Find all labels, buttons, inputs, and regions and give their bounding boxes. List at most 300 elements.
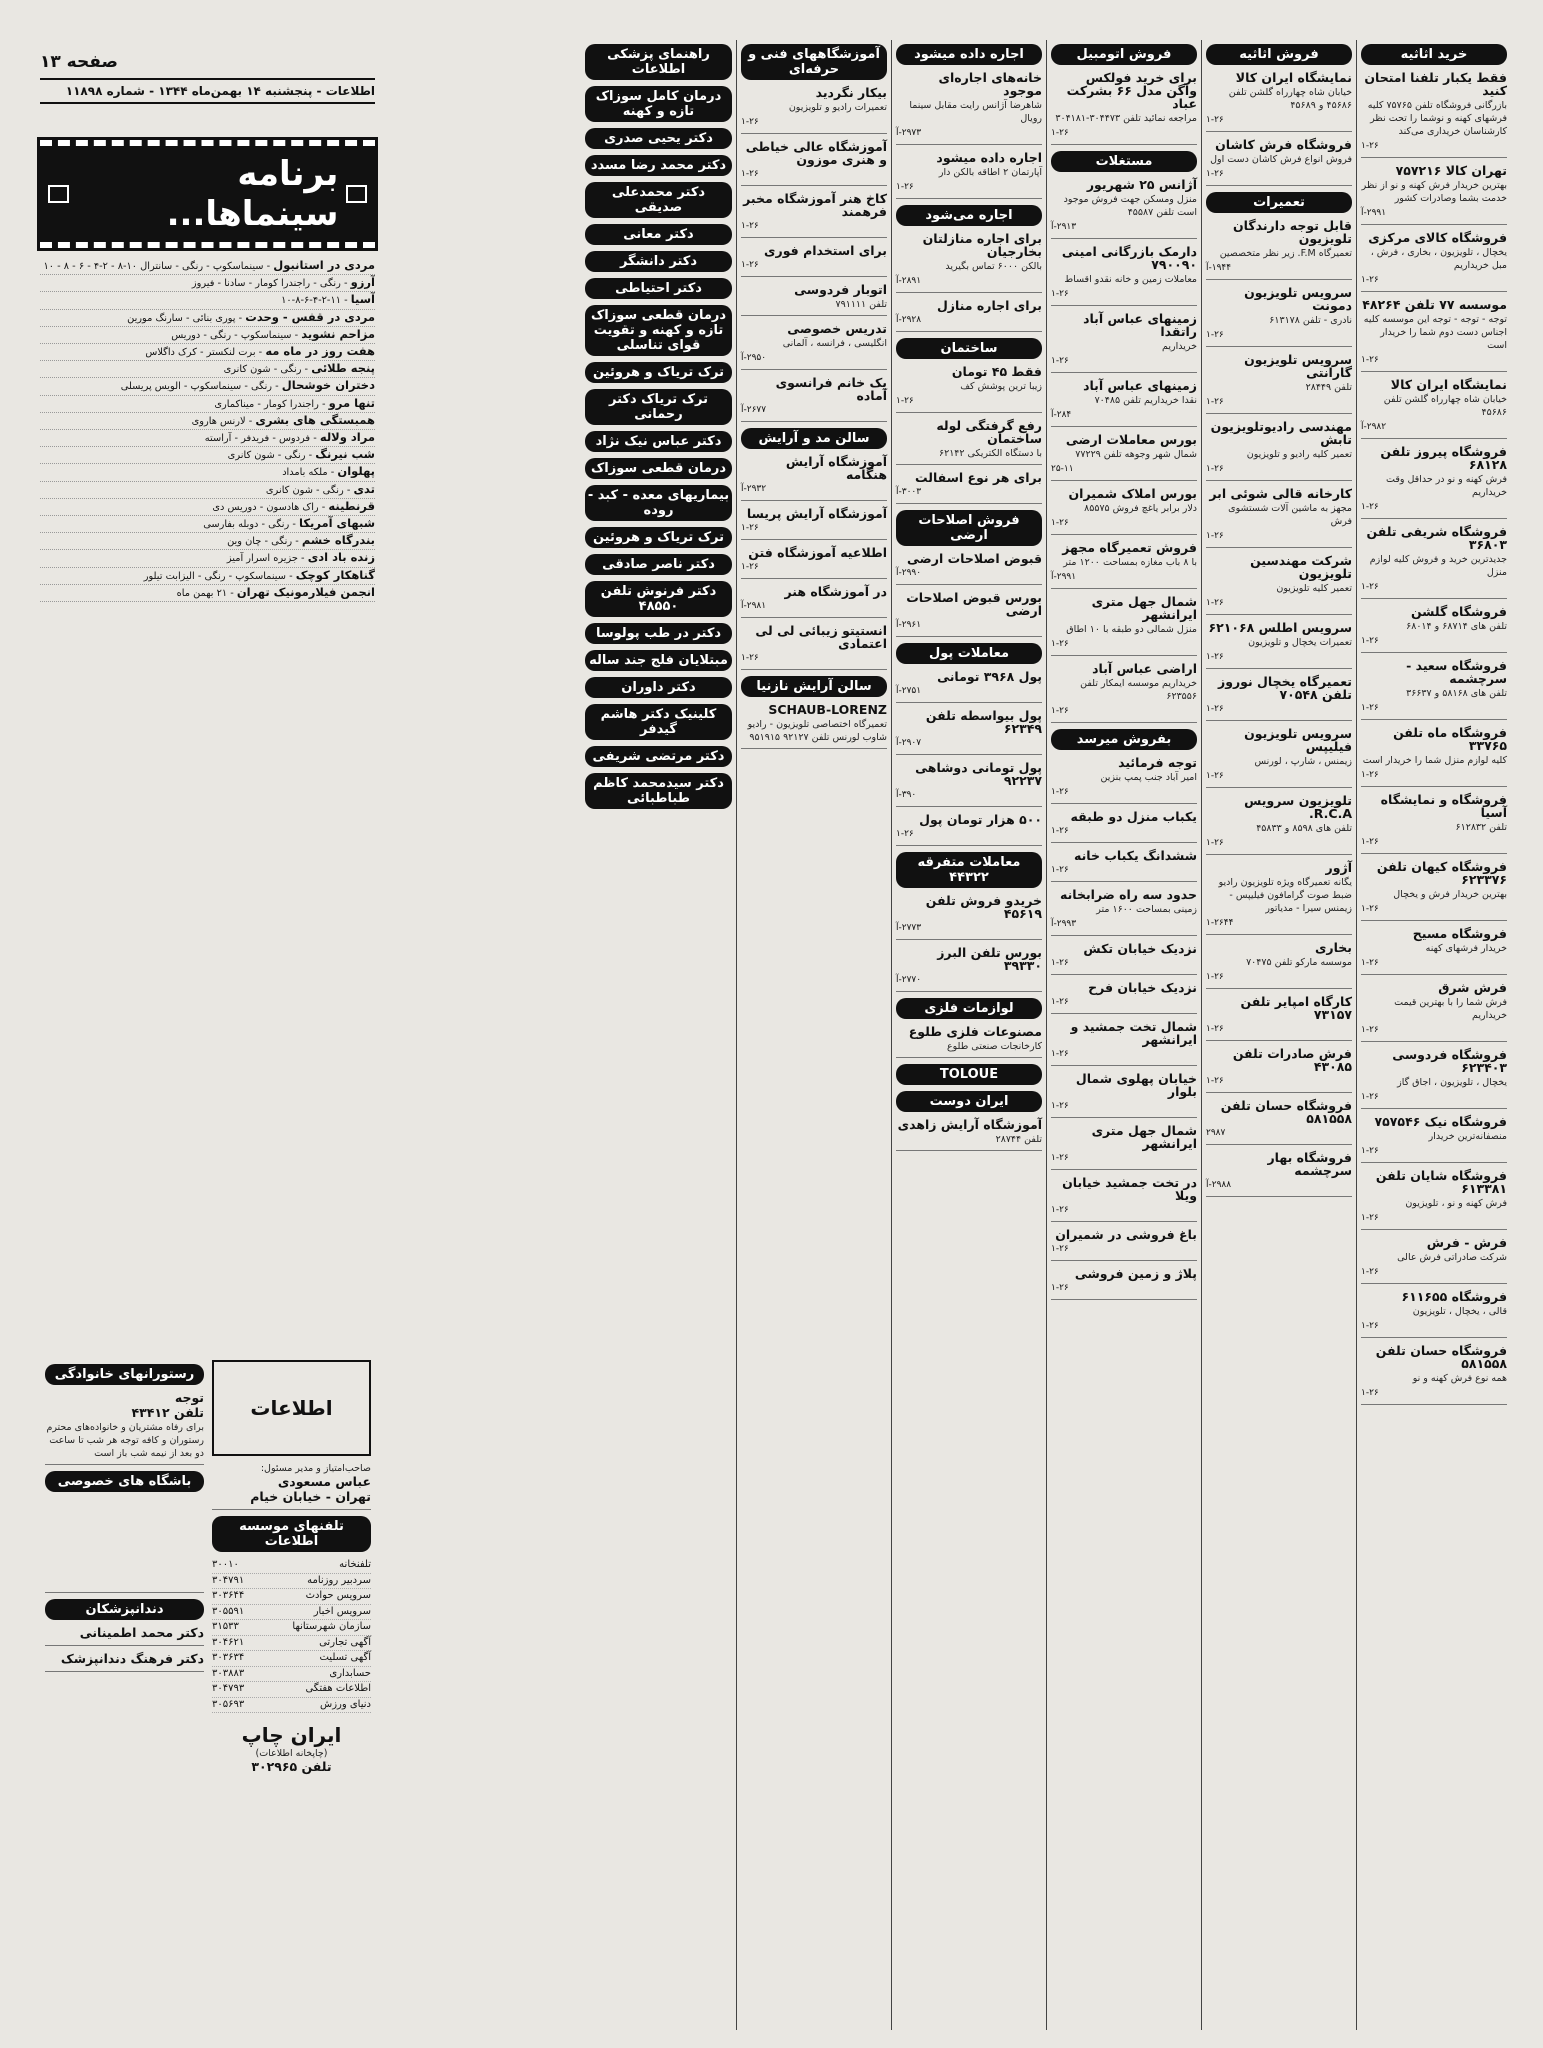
ad-code: ۱-۲۶	[1361, 703, 1379, 713]
ad-title: فروش تعمیرگاه مجهز	[1062, 540, 1197, 555]
section-header: ترک تریاک و هروئین	[585, 527, 732, 548]
classified-ad	[1051, 1124, 1197, 1170]
cinema-info: ملکه بامداد	[282, 467, 328, 479]
cinema-name: مزاحم نشوید	[301, 326, 375, 341]
phone-number: ۳۱۵۳۳	[212, 1621, 239, 1632]
cinema-row: مردی در استانبول - سینماسکوپ - رنگی - سانترال ۱۰-۸ - ۲-۴ - ۶ - ۸ - ۱۰	[40, 258, 375, 275]
cinema-info: رنگی - چان وین	[227, 536, 293, 548]
cinema-row: هفت روز در ماه مه - برت لنکستر - کرک داگلاس	[40, 344, 375, 361]
ad-title: کارخانه قالی شوئی ابر	[1209, 486, 1352, 501]
section-header: TOLOUE	[896, 1064, 1042, 1085]
cinema-info: جزیره اسرار آمیز	[226, 553, 298, 565]
section-header: ترک تریاک و هروئین	[585, 362, 732, 383]
ad-title: شرکت مهندسین تلویزیون	[1250, 553, 1352, 581]
ad-title: تلویزیون سرویس R.C.A.	[1244, 793, 1352, 821]
ad-title: اجاره داده میشود	[936, 150, 1042, 165]
ad-body: شرکت صادراتی فرش عالی	[1397, 1252, 1507, 1263]
classified-ad	[741, 507, 887, 540]
ad-code: ۲۷۷۳-آ	[896, 923, 922, 933]
classified-ad	[1051, 379, 1197, 427]
classified-column	[736, 40, 891, 2030]
phone-row	[212, 1589, 371, 1605]
ad-body: بهترین خریدار فرش و یخچال	[1393, 889, 1507, 900]
section-header: کلینیک دکتر هاشم گیدفر	[585, 704, 732, 740]
section-header: درمان قطعی سوزاک	[585, 458, 732, 479]
ad-body: کارخانجات صنعتی طلوع	[946, 1041, 1042, 1052]
cinema-name: آسیا	[350, 292, 375, 307]
classified-column	[1356, 40, 1511, 2030]
ad-body: تلفن های ۸۵۹۸ و ۴۵۸۳۳	[1256, 823, 1352, 834]
ad-body: تلفن ۲۸۴۴۹	[1305, 382, 1352, 393]
section-header: بفروش میرسد	[1051, 729, 1197, 750]
section-header: درمان کامل سوزاک تازه و کهنه	[585, 86, 732, 122]
ad-code: ۲۹۷۳-آ	[896, 128, 922, 138]
classified-ad	[1361, 793, 1507, 854]
section-header: معاملات پول	[896, 643, 1042, 664]
classified-ad	[741, 283, 887, 316]
restaurant-phone: تلفن ۴۳۴۱۲	[131, 1405, 204, 1420]
ad-body: تعمیرگاه F.M. زیر نظر متخصصین	[1219, 248, 1352, 259]
ad-title: رفع گرفتگی لوله ساختمان	[936, 418, 1042, 446]
ad-body: تعمیر کلیه تلویزیون	[1276, 583, 1352, 594]
cinema-row: شبهای آمریکا - رنگی - دوبله بفارسی	[40, 516, 375, 533]
print-phone: تلفن ۳۰۲۹۶۵	[251, 1759, 332, 1774]
cinema-banner	[40, 140, 375, 248]
ad-title: بیکار نگردید	[815, 85, 887, 100]
phone-list	[212, 1558, 371, 1713]
classified-ad	[741, 585, 887, 618]
ad-title: تعمیرگاه یخچال نوروز تلفن ۷۰۵۴۸	[1218, 674, 1352, 702]
ad-body: منزل شمالی دو طبقه با ۱۰ اطاق	[1066, 624, 1197, 635]
ad-body: خریداریم موسسه ایمکار تلفن ۶۲۳۵۵۶	[1080, 678, 1197, 702]
ad-title: خانه‌های اجاره‌ای موجود	[938, 70, 1042, 98]
classified-ad	[741, 455, 887, 501]
classified-ad	[1361, 981, 1507, 1042]
ad-body: امیر آباد جنب پمپ بنزین	[1100, 772, 1197, 783]
classified-ad	[1051, 595, 1197, 656]
ad-body: تعمیرگاه اختصاصی تلویزیون - رادیو شاوب لورنس تلفن ۹۲۱۲۷ ۹۵۱۹۱۵	[747, 719, 887, 743]
cinema-row: گناهکار کوچک - سینماسکوپ - رنگی - الیزابت تیلور	[40, 568, 375, 585]
ad-title: فقط یکبار تلفنا امتحان کنید	[1364, 70, 1507, 98]
ad-title: اطلاعیه آموزشگاه فتن	[748, 545, 887, 560]
ad-code: ۱-۲۶	[1206, 330, 1224, 340]
ad-title: ششدانگ یکباب خانه	[1073, 848, 1197, 863]
ad-body: آپارتمان ۲ اطاقه بالکن دار	[938, 167, 1042, 178]
ad-title: بخاری	[1314, 940, 1352, 955]
ad-title: مهندسی رادیوتلویزیون تابش	[1210, 419, 1352, 447]
cinema-row: انجمن فیلارمونیک تهران - ۲۱ بهمن ماه	[40, 585, 375, 602]
ad-title: فروشگاه گلشن	[1410, 604, 1507, 619]
ad-body: زمینی بمساحت ۱۶۰۰ متر	[1096, 904, 1197, 915]
ad-code: ۱-۲۶	[1051, 518, 1069, 528]
phone-label: سردبیر روزنامه	[307, 1574, 371, 1586]
ad-code: ۲۹۹۳-آ	[1051, 919, 1077, 929]
ad-code: ۱-۲۶	[1051, 826, 1069, 836]
classified-column	[1201, 40, 1356, 2030]
cinema-banner-text: برنامه سینماها...	[166, 154, 339, 234]
ad-code: ۲۹۱۳-آ	[1051, 222, 1077, 232]
section-header: دکتر فرنوش تلفن ۴۸۵۵۰	[585, 581, 732, 617]
section-header: سالن آرایش نازنیا	[741, 676, 887, 697]
ad-title: سرویس اطلس ۶۲۱۰۶۸	[1208, 620, 1352, 635]
ad-code: ۱-۲۶	[1206, 1024, 1224, 1034]
ad-code: ۱-۲۶	[1361, 1092, 1379, 1102]
ad-title: فروشگاه کالای مرکزی	[1368, 230, 1507, 245]
classified-ad	[1051, 1267, 1197, 1300]
ad-body: تلفن های ۵۸۱۶۸ و ۳۶۶۳۷	[1406, 688, 1507, 699]
cinema-row: پنجه طلائی - رنگی - شون کانری	[40, 361, 375, 378]
ad-code: ۱-۲۶	[741, 653, 759, 663]
ad-body: نادری - تلفن ۶۱۳۱۷۸	[1269, 315, 1352, 326]
ad-code: ۱-۲۶	[896, 829, 914, 839]
cinema-row: پهلوان - ملکه بامداد	[40, 464, 375, 481]
ad-title: بورس املاک شمیران	[1068, 486, 1197, 501]
classified-ad	[896, 946, 1042, 992]
classified-ad	[1051, 178, 1197, 239]
classified-ad	[1361, 164, 1507, 225]
ad-code: ۱-۲۶	[1206, 771, 1224, 781]
ad-code: ۱-۲۶	[1361, 837, 1379, 847]
ad-title: برای اجاره منازلتان بخارجیان	[922, 231, 1042, 259]
cinema-row: زنده باد ادی - جزیره اسرار آمیز	[40, 550, 375, 567]
ad-title: دارمک بازرگانی امینی ۷۹۰۰۹۰	[1061, 244, 1197, 272]
column-header: فروش اثاثیه	[1206, 44, 1352, 65]
cinema-info: رنگی - شون کانری	[227, 450, 306, 462]
clubs-title: باشگاه های خصوصی	[45, 1471, 204, 1492]
ad-body: خریداریم	[1162, 341, 1197, 352]
ad-body: مراجعه نمائید تلفن ۳۰۴۴۷۳-۳۰۴۱۸۱	[1055, 113, 1197, 124]
ad-code: ۱-۲۶	[1361, 582, 1379, 592]
cinema-info: رنگی - راجندرا کومار - سادنا - فیروز	[191, 278, 341, 290]
classified-ad	[1206, 1047, 1352, 1093]
ad-body: با ۸ باب مغازه بمساحت ۱۲۰۰ متر	[1063, 557, 1197, 568]
classified-ad	[741, 86, 887, 134]
ad-title: زمینهای عباس آباد راتقدا	[1083, 311, 1197, 339]
ad-code: ۱-۲۶	[1206, 972, 1224, 982]
ad-code: ۱-۲۶	[896, 182, 914, 192]
ad-title: فروشگاه شریفی تلفن ۳۶۸۰۳	[1366, 524, 1507, 552]
classified-ad	[1051, 245, 1197, 306]
phone-label: تلفنخانه	[339, 1559, 371, 1570]
phone-row	[212, 1605, 371, 1621]
print-name: ایران چاپ	[241, 1723, 342, 1747]
ad-title: نزدیک خیابان تکش	[1083, 941, 1197, 956]
classified-ad	[1206, 727, 1352, 788]
ad-title: برای اجاره منازل	[936, 298, 1042, 313]
classified-ad	[896, 299, 1042, 332]
ad-code: ۱-۲۶	[1206, 598, 1224, 608]
cinema-row: همبستگی های بشری - لارنس هاروی	[40, 413, 375, 430]
restaurant-name: توجه	[174, 1390, 204, 1405]
ad-body: بازرگانی فروشگاه تلفن ۷۵۷۶۵ کلیه فرشهای کهنه و نوشما را تحت نظر کارشناسان خریداری می‌کند	[1367, 100, 1507, 137]
ad-code: ۱-۲۶	[1361, 958, 1379, 968]
cinema-info: ۲۱ بهمن ماه	[176, 587, 228, 599]
ad-title: پول ۳۹۶۸ تومانی	[937, 669, 1042, 684]
phone-number: ۳۰۳۶۴۴	[212, 1590, 245, 1601]
classified-ad	[1361, 231, 1507, 292]
cinema-row: مراد ولاله - فردوس - فریدفر - آراسته	[40, 430, 375, 447]
ad-title: کاخ هنر آموزشگاه مخبر فرهمند	[743, 191, 887, 219]
phone-number: ۳۰۰۱۰	[212, 1559, 239, 1570]
owner-block	[212, 1462, 371, 1510]
section-header: دکتر مرتضی شریفی	[585, 746, 732, 767]
dentist-name: دکتر محمد اطمینانی	[79, 1625, 204, 1640]
classified-ad	[1051, 433, 1197, 481]
ad-code: ۱-۲۶	[1051, 639, 1069, 649]
ad-code: ۱-۲۶	[1206, 115, 1224, 125]
address: تهران - خیابان خیام	[250, 1489, 371, 1504]
ad-title: پول تومانی دوشاهی ۹۲۲۳۷	[915, 760, 1042, 788]
ad-code: ۱-۲۶	[1206, 838, 1224, 848]
cinema-section	[40, 140, 375, 602]
ad-code: ۱-۲۶۴۴	[1206, 918, 1234, 928]
phone-label: سازمان شهرستانها	[292, 1621, 371, 1632]
ad-body: خیابان شاه چهارراه گلشن تلفن ۴۵۶۸۶	[1383, 394, 1507, 418]
ad-title: بورس قبوض اصلاحات ارضی	[906, 590, 1042, 618]
ad-body: تلفن های ۶۸۷۱۴ و ۶۸۰۱۴	[1406, 621, 1507, 632]
ad-title: فروشگاه فردوسی ۶۲۳۴۰۳	[1392, 1047, 1507, 1075]
section-header: ایران دوست	[896, 1091, 1042, 1112]
ad-code: ۱-۲۶	[1361, 275, 1379, 285]
phone-number: ۳۰۴۶۲۱	[212, 1636, 245, 1648]
classified-ad	[1361, 1236, 1507, 1284]
ad-body: دلار برابر یاغچ فروش ۸۵۵۷۵	[1084, 503, 1197, 514]
cinema-name: پهلوان	[337, 464, 375, 479]
print-sub: (چاپخانه اطلاعات)	[255, 1748, 328, 1759]
classified-ad	[1361, 605, 1507, 653]
phones-title: تلفنهای موسسه اطلاعات	[212, 1516, 371, 1552]
cinema-name: قرنطینه	[328, 498, 375, 513]
ad-title: شمال تخت جمشید و ایرانشهر	[1070, 1019, 1197, 1047]
ad-title: قابل توجه دارندگان تلویزیون	[1233, 218, 1352, 246]
cinema-info: رنگی - دوبله بفارسی	[203, 519, 290, 531]
ad-title: نمایشگاه ایران کالا	[1235, 70, 1352, 85]
classified-ad	[741, 703, 887, 749]
classified-ad	[1206, 675, 1352, 721]
phone-row	[212, 1574, 371, 1590]
ad-code: ۱-۲۶	[1051, 1153, 1069, 1163]
restaurant-ad	[45, 1391, 204, 1465]
ad-body: فرش شما را با بهترین قیمت خریداریم	[1394, 997, 1507, 1021]
classified-ad	[741, 192, 887, 238]
ad-title: فرش شرق	[1438, 980, 1507, 995]
classified-ad	[896, 591, 1042, 637]
ad-body: توجه - توجه - توجه این موسسه کلیه اجناس دست دوم شما را خریدار است	[1363, 314, 1507, 351]
ad-code: ۱-۲۶	[741, 169, 759, 179]
cinema-name: مراد ولاله	[319, 430, 375, 445]
section-header: دکتر محمد رضا مسدد	[585, 155, 732, 176]
phone-row	[212, 1682, 371, 1698]
classified-ad	[1206, 995, 1352, 1041]
classified-ad	[1051, 1072, 1197, 1118]
classified-ad	[1361, 1344, 1507, 1405]
cinema-info: رنگی - شون کانری	[223, 364, 302, 376]
ad-title: آژانس ۲۵ شهریور	[1086, 177, 1197, 192]
ad-code: ۲۹۳۲-آ	[741, 484, 767, 494]
ad-code: ۱-۲۶	[1051, 706, 1069, 716]
classified-ad	[741, 140, 887, 186]
ad-body: منزل ومسکن جهت فروش موجود است تلفن ۴۵۵۸۷	[1063, 194, 1197, 218]
classified-ad	[1361, 1290, 1507, 1338]
ad-title: فروشگاه کیهان تلفن ۶۲۳۳۷۶	[1376, 859, 1507, 887]
ad-code: ۱-۲۶	[1206, 464, 1224, 474]
ad-body: همه نوع فرش کهنه و نو	[1412, 1373, 1507, 1384]
phone-label: آگهی تسلیت	[319, 1652, 371, 1663]
phone-number: ۳۰۵۶۹۳	[212, 1698, 245, 1710]
page-number: صفحه ۱۳	[40, 52, 118, 72]
classified-ad	[896, 71, 1042, 145]
classified-ad	[1206, 71, 1352, 132]
classified-ad	[1361, 71, 1507, 158]
ad-code: ۱-۲۶	[1051, 997, 1069, 1007]
ad-code: ۱-۲۶	[741, 117, 759, 127]
classified-column	[1046, 40, 1201, 2030]
ad-title: آژور	[1325, 860, 1352, 875]
cinema-row: قرنطینه - راک هادسون - دوریس دی	[40, 499, 375, 516]
phone-label: حسابداری	[329, 1667, 371, 1679]
column-header: فروش اتومبیل	[1051, 44, 1197, 65]
ad-code: ۲۶۷۷-آ	[741, 405, 767, 415]
ad-title: اراضی عباس آباد	[1092, 661, 1197, 676]
ad-code: ۲۹۲۸-آ	[896, 315, 922, 325]
classified-column	[581, 40, 736, 2030]
cinema-row: دختران خوشحال - رنگی - سینماسکوپ - الویس پریسلی	[40, 378, 375, 395]
classified-ad	[1051, 312, 1197, 373]
cinema-info: راجندرا کومار - میناکماری	[214, 398, 319, 410]
classified-ad	[1051, 541, 1197, 589]
ad-code: ۲۹۹۱-آ	[1361, 208, 1387, 218]
ad-title: انستیتو زیبائی لی لی اعتمادی	[755, 623, 887, 651]
ad-body: انگلیسی ، فرانسه ، آلمانی	[782, 338, 887, 349]
section-header: ترک تریاک دکتر رحمانی	[585, 389, 732, 425]
phone-row	[212, 1636, 371, 1652]
dentists-title: دندانپزشکان	[45, 1599, 204, 1620]
classified-ad	[1051, 1228, 1197, 1261]
ad-title: شمال جهل متری ایرانشهر	[1091, 594, 1197, 622]
classified-ad	[896, 670, 1042, 703]
ad-body: تعمیر کلیه رادیو و تلویزیون	[1246, 449, 1352, 460]
ad-body: تلفن ۶۱۲۸۳۲	[1455, 822, 1507, 833]
section-header: درمان قطعی سوزاک تازه و کهنه و تقویت قوای تناسلی	[585, 305, 732, 356]
cinema-name: مردی در استانبول	[273, 258, 375, 272]
ad-title: زمینهای عباس آباد	[1083, 378, 1197, 393]
ad-title: اتوبار فردوسی	[794, 282, 887, 297]
cinema-name: تدی	[353, 481, 375, 496]
ad-title: مصنوعات فلزی طلوع	[908, 1024, 1042, 1039]
cinema-info: سینماسکوپ - رنگی - دوریس	[171, 329, 292, 341]
classified-ad	[1361, 860, 1507, 921]
ad-code: ۱-۲۶	[1051, 289, 1069, 299]
ad-code: ۱-۲۶	[1361, 1388, 1379, 1398]
ad-body: یخچال ، تلویزیون ، اجاق گاز	[1397, 1077, 1507, 1088]
ad-title: یکباب منزل دو طبقه	[1070, 809, 1197, 824]
ad-title: فرش - فرش	[1426, 1235, 1507, 1250]
cinema-info: فردوس - فریدفر - آراسته	[204, 433, 311, 445]
classified-ad	[1051, 756, 1197, 804]
cinema-name: پنجه طلائی	[311, 361, 375, 376]
cinema-name: مردی در قفس - وحدت	[245, 309, 375, 324]
ad-code: ۱-۲۶	[1206, 531, 1224, 541]
cinema-name: زنده باد ادی	[307, 550, 375, 565]
ad-body: تعمیرات رادیو و تلویزیون	[788, 102, 887, 113]
classified-ad	[1051, 849, 1197, 882]
ad-code: ۱-۲۶	[1361, 1321, 1379, 1331]
page-header	[40, 52, 375, 104]
ad-code: ۱-۲۶	[896, 396, 914, 406]
info-section	[40, 1360, 375, 1785]
section-header: دکتر محمدعلی صدیقی	[585, 182, 732, 218]
restaurant-body: برای رفاه مشتریان و خانواده‌های محترم رستوران و کافه توجه هر شب تا ساعت دو بعد از نیمه شب باز است	[46, 1422, 204, 1459]
ad-code: ۱-۲۶	[1361, 1146, 1379, 1156]
section-header: سالن مد و آرایش	[741, 428, 887, 449]
section-header: دکتر معانی	[585, 224, 732, 245]
ad-title: فروشگاه شایان تلفن ۶۱۳۳۸۱	[1375, 1168, 1507, 1196]
section-header: دکتر یحیی صدری	[585, 128, 732, 149]
ad-body: زیمنس ، شارپ ، لورنس	[1254, 756, 1352, 767]
restaurants-col	[41, 1360, 208, 1785]
ad-body: مجهز به ماشین آلات شستشوی فرش	[1228, 503, 1352, 527]
ad-title: فروشگاه فرش کاشان	[1215, 137, 1352, 152]
cinema-row: بندرگاه خشم - رنگی - چان وین	[40, 533, 375, 550]
ad-title: باغ فروشی در شمیران	[1055, 1227, 1197, 1242]
ad-title: پلاژ و زمین فروشی	[1074, 1266, 1197, 1281]
ad-title: برای هر نوع اسفالت	[915, 470, 1042, 485]
ad-title: فروشگاه حسان تلفن ۵۸۱۵۵۸	[1220, 1098, 1352, 1126]
classified-ad	[1361, 659, 1507, 720]
ad-body: نقدا خریداریم تلفن ۷۰۴۸۵	[1094, 395, 1197, 406]
dateline: اطلاعات - پنجشنبه ۱۴ بهمن‌ماه ۱۳۴۴ - شماره ۱۱۸۹۸	[40, 78, 375, 104]
cinema-info: رنگی - سینماسکوپ - الویس پریسلی	[120, 381, 273, 393]
column-header: راهنمای پزشکی اطلاعات	[585, 44, 732, 80]
dentist-name: دکتر فرهنگ دندانپزشک	[60, 1651, 204, 1666]
ad-title: حدود سه راه ضرابخانه	[1059, 887, 1197, 902]
ad-code: ۱-۲۶	[741, 523, 759, 533]
ad-title: آموزشگاه آرایش پریسا	[746, 506, 887, 521]
ad-title: فروشگاه ماه تلفن ۳۳۷۶۵	[1393, 725, 1507, 753]
ad-code: ۱-۲۶	[741, 562, 759, 572]
ad-title: سرویس تلویزیون فیلیپس	[1244, 726, 1352, 754]
ad-code: ۱-۲۶	[1206, 397, 1224, 407]
ad-code: ۱-۲۶	[1361, 904, 1379, 914]
classified-column	[891, 40, 1046, 2030]
ad-body: یگانه تعمیرگاه ویژه تلویزیون رادیو ضبط صوت گرامافون فیلیپس - زیمنس سیرا - مدیاتور	[1218, 877, 1352, 914]
section-header: دکتر در طب پولوسا	[585, 623, 732, 644]
classified-ad	[1206, 621, 1352, 669]
ad-title: در آموزشگاه هنر	[784, 584, 887, 599]
classified-ad	[741, 322, 887, 370]
section-header: لوازمات فلزی	[896, 998, 1042, 1019]
classified-ad	[1051, 888, 1197, 936]
ad-body: بالکن ۶۰۰۰ تماس بگیرید	[945, 261, 1042, 272]
section-header: فروش اصلاحات ارضی	[896, 510, 1042, 546]
classified-ad	[1051, 942, 1197, 975]
classified-ad	[1206, 941, 1352, 989]
ad-title: آموزشگاه آرایش هنگامه	[785, 454, 887, 482]
cinema-info: رنگی - شون کانری	[265, 484, 344, 496]
ad-title: تهران کالا ۷۵۷۲۱۶	[1395, 163, 1507, 178]
phone-number: ۳۰۴۷۹۱	[212, 1574, 245, 1586]
phone-row	[212, 1667, 371, 1683]
cinema-name: گناهکار کوچک	[295, 567, 375, 582]
classified-ad	[896, 232, 1042, 293]
phone-number: ۳۰۳۶۳۴	[212, 1652, 245, 1663]
ad-code: ۱-۲۶	[1361, 502, 1379, 512]
classified-ad	[1361, 927, 1507, 975]
section-header: ساختمان	[896, 338, 1042, 359]
ad-body: خیابان شاه چهارراه گلشن تلفن ۴۵۶۸۶ و ۴۵۶۸۹	[1228, 87, 1352, 111]
section-header: دکتر احتیاطی	[585, 278, 732, 299]
phone-row	[212, 1558, 371, 1574]
